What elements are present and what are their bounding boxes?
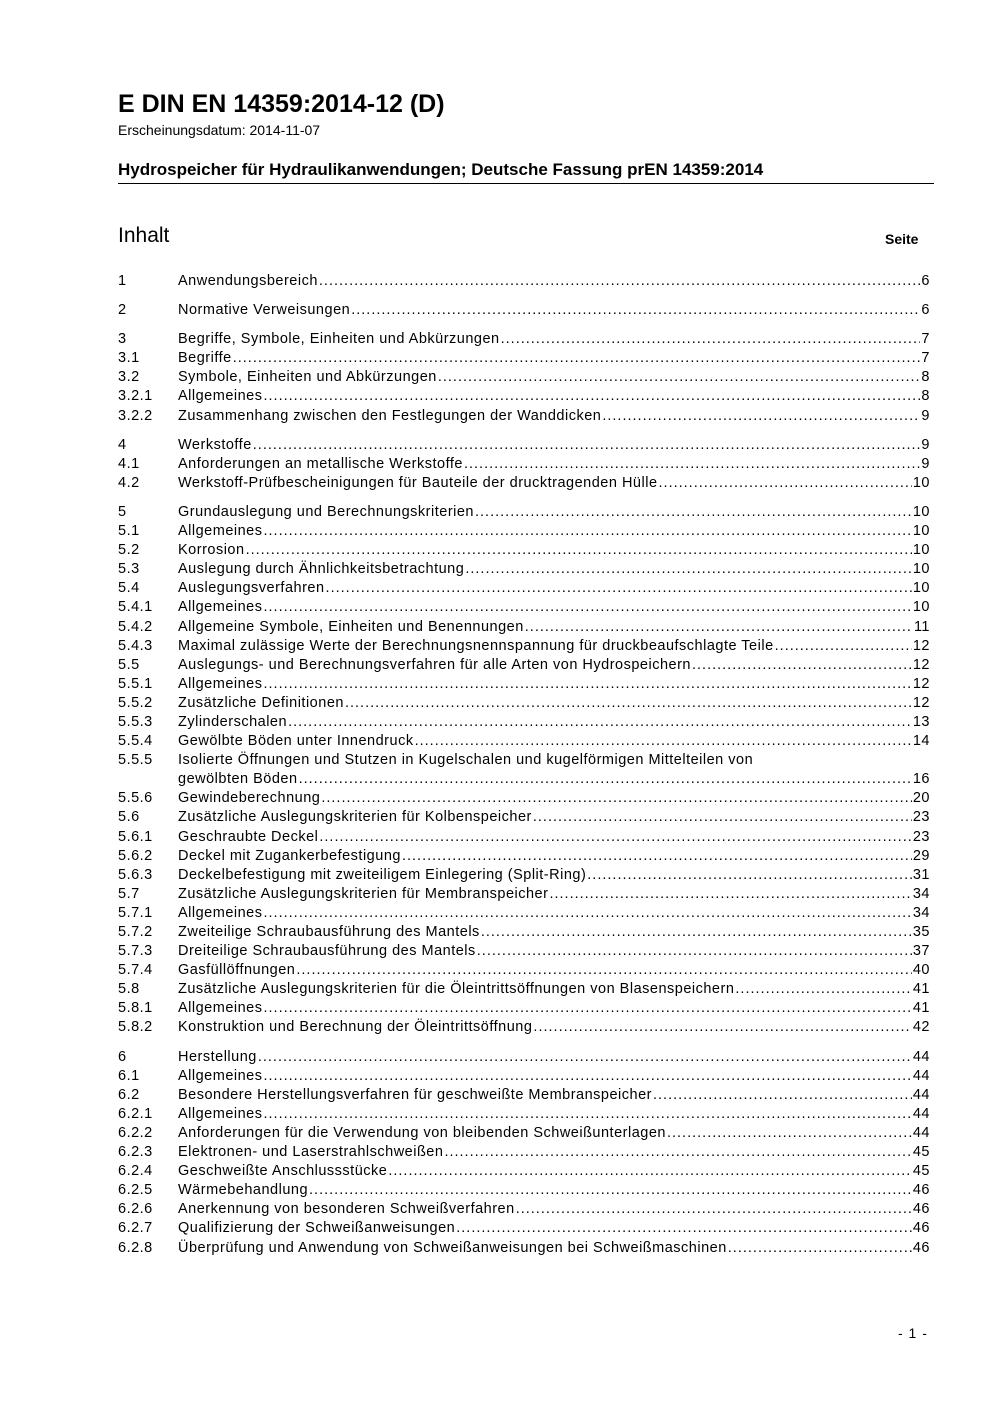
dot-leader bbox=[516, 1200, 912, 1219]
toc-entry[interactable] bbox=[118, 1086, 930, 1105]
toc-entry[interactable] bbox=[118, 541, 930, 560]
toc-entry[interactable] bbox=[118, 1067, 930, 1086]
document-subtitle: Hydrospeicher für Hydraulikanwendungen; Deutsche Fassung prEN 14359:2014 bbox=[118, 160, 764, 179]
toc-entry-title: Symbole, Einheiten und Abkürzungen bbox=[178, 369, 437, 386]
toc-entry-number: 5.8 bbox=[118, 981, 140, 998]
dot-leader bbox=[587, 866, 912, 885]
toc-entry[interactable] bbox=[118, 1105, 930, 1124]
toc-entry[interactable] bbox=[118, 885, 930, 904]
toc-entry-page: 23 bbox=[912, 828, 930, 845]
dot-leader bbox=[309, 1181, 912, 1200]
toc-entry-title: Auslegungs- und Berechnungsverfahren für alle Arten von Hydrospeichern bbox=[178, 656, 691, 673]
toc-entry[interactable] bbox=[118, 1018, 930, 1037]
toc-entry-title: Besondere Herstellungsverfahren für geschweißte Membranspeicher bbox=[178, 1086, 652, 1103]
dot-leader bbox=[345, 694, 912, 713]
toc-entry-page: 46 bbox=[912, 1182, 930, 1199]
toc-entry-page: 10 bbox=[912, 503, 930, 520]
toc-entry[interactable] bbox=[118, 904, 930, 923]
toc-entry-page: 16 bbox=[912, 771, 930, 788]
toc-entry[interactable] bbox=[118, 923, 930, 942]
toc-entry-number: 6.2.6 bbox=[118, 1201, 153, 1218]
toc-entry-number: 5.5.4 bbox=[118, 733, 153, 750]
toc-entry-title: Anerkennung von besonderen Schweißverfahren bbox=[178, 1201, 515, 1218]
toc-page-column-label: Seite bbox=[885, 231, 919, 247]
table-of-contents bbox=[118, 272, 930, 1258]
toc-entry-number: 5.4 bbox=[118, 580, 140, 597]
toc-entry[interactable] bbox=[118, 847, 930, 866]
toc-entry-page: 10 bbox=[912, 561, 930, 578]
dot-leader bbox=[321, 789, 912, 808]
toc-entry-title: Begriffe, Symbole, Einheiten und Abkürzungen bbox=[178, 331, 500, 348]
toc-entry[interactable] bbox=[118, 1219, 930, 1238]
dot-leader bbox=[728, 1239, 912, 1258]
toc-entry-title: Deckel mit Zugankerbefestigung bbox=[178, 847, 401, 864]
toc-entry-page: 46 bbox=[912, 1201, 930, 1218]
dot-leader bbox=[388, 1162, 912, 1181]
toc-entry-page: 13 bbox=[912, 713, 930, 730]
toc-entry[interactable] bbox=[118, 1048, 930, 1067]
toc-entry-number: 5.2 bbox=[118, 542, 140, 559]
dot-leader bbox=[264, 1105, 912, 1124]
toc-entry-number: 5.6 bbox=[118, 809, 140, 826]
toc-entry-title: Zweiteilige Schraubausführung des Mantels bbox=[178, 924, 480, 940]
toc-entry-title: Isolierte Öffnungen und Stutzen in Kugelschalen und kugelförmigen Mittelteilen von bbox=[178, 752, 754, 769]
dot-leader bbox=[264, 522, 912, 541]
dot-leader bbox=[533, 1018, 911, 1037]
toc-entry-number: 5.7 bbox=[118, 885, 140, 902]
page-number: - 1 - bbox=[898, 1325, 928, 1341]
toc-entry-number: 6.2 bbox=[118, 1086, 140, 1103]
toc-entry-number: 3.2.2 bbox=[118, 407, 153, 424]
toc-entry-number: 5.5.2 bbox=[118, 694, 153, 711]
dot-leader bbox=[351, 301, 920, 320]
toc-entry-title: Auslegungsverfahren bbox=[178, 580, 325, 597]
dot-leader bbox=[296, 961, 911, 980]
toc-entry[interactable] bbox=[118, 598, 930, 617]
toc-entry[interactable] bbox=[118, 455, 930, 474]
toc-entry[interactable] bbox=[118, 474, 930, 493]
toc-entry[interactable] bbox=[118, 579, 930, 598]
dot-leader bbox=[481, 923, 912, 942]
toc-entry-title: Zusätzliche Auslegungskriterien für Kolbenspeicher bbox=[178, 809, 532, 826]
toc-entry-number: 6.2.4 bbox=[118, 1163, 153, 1180]
toc-entry-page: 44 bbox=[912, 1067, 930, 1084]
header-divider bbox=[118, 183, 934, 184]
toc-entry-number: 5.5.1 bbox=[118, 675, 153, 692]
dot-leader bbox=[415, 732, 912, 751]
dot-leader bbox=[246, 541, 912, 560]
toc-entry-number: 5.1 bbox=[118, 523, 140, 540]
toc-entry-title: Wärmebehandlung bbox=[178, 1182, 309, 1199]
publication-date: Erscheinungsdatum: 2014-11-07 bbox=[118, 122, 321, 138]
toc-entry-number: 5.8.2 bbox=[118, 1019, 153, 1036]
toc-entry-page: 10 bbox=[912, 599, 930, 616]
toc-entry-page: 44 bbox=[912, 1105, 930, 1122]
dot-leader bbox=[264, 675, 912, 694]
toc-entry-title: Allgemeine Symbole, Einheiten und Benennungen bbox=[178, 618, 524, 635]
toc-entry-page: 46 bbox=[912, 1239, 930, 1256]
toc-entry[interactable] bbox=[118, 522, 930, 541]
toc-entry[interactable] bbox=[118, 407, 930, 426]
dot-leader bbox=[667, 1124, 912, 1143]
toc-entry-number: 5.7.4 bbox=[118, 962, 153, 979]
toc-entry[interactable] bbox=[118, 560, 930, 579]
toc-entry-title: Allgemeines bbox=[178, 1067, 263, 1084]
toc-entry-page: 35 bbox=[912, 924, 930, 940]
toc-entry[interactable] bbox=[118, 694, 930, 713]
toc-entry-number: 6.2.1 bbox=[118, 1105, 153, 1122]
toc-entry[interactable] bbox=[118, 866, 930, 885]
dot-leader bbox=[326, 579, 912, 598]
toc-heading: Inhalt bbox=[118, 224, 170, 247]
toc-entry[interactable] bbox=[118, 1181, 930, 1200]
toc-entry[interactable] bbox=[118, 1124, 930, 1143]
dot-leader bbox=[402, 847, 912, 866]
toc-entry-number: 5.7.2 bbox=[118, 924, 153, 940]
toc-entry-number: 5.4.1 bbox=[118, 599, 153, 616]
toc-entry-number: 4 bbox=[118, 436, 127, 453]
toc-entry-number: 5.4.2 bbox=[118, 618, 153, 635]
toc-entry-title: Allgemeines bbox=[178, 675, 263, 692]
toc-entry-title: Herstellung bbox=[178, 1048, 257, 1065]
toc-entry-title: Gewindeberechnung bbox=[178, 790, 321, 807]
toc-entry-title: Allgemeines bbox=[178, 1000, 263, 1017]
toc-entry-number: 5.5 bbox=[118, 656, 140, 673]
toc-entry-title: Anwendungsbereich bbox=[178, 273, 318, 289]
toc-entry-title: Allgemeines bbox=[178, 523, 263, 540]
toc-entry-title: Deckelbefestigung mit zweiteiligem Einlegering (Split-Ring) bbox=[178, 866, 587, 883]
toc-entry-number: 5.6.1 bbox=[118, 828, 153, 845]
dot-leader bbox=[264, 904, 912, 923]
toc-entry-title: Gasfüllöffnungen bbox=[178, 962, 296, 979]
dot-leader bbox=[299, 770, 912, 789]
toc-entry-continuation[interactable] bbox=[118, 770, 930, 789]
toc-entry[interactable] bbox=[118, 1200, 930, 1219]
toc-entry[interactable] bbox=[118, 656, 930, 675]
toc-entry-page: 8 bbox=[921, 369, 930, 386]
toc-entry-page: 10 bbox=[912, 542, 930, 559]
toc-entry[interactable] bbox=[118, 675, 930, 694]
toc-entry-page: 12 bbox=[912, 656, 930, 673]
toc-entry-title: Begriffe bbox=[178, 350, 232, 367]
toc-entry-number: 4.1 bbox=[118, 455, 140, 472]
dot-leader bbox=[233, 349, 921, 368]
toc-entry-number: 4.2 bbox=[118, 474, 140, 491]
toc-entry-number: 6.2.3 bbox=[118, 1144, 153, 1161]
toc-entry-number: 6.2.5 bbox=[118, 1182, 153, 1199]
toc-entry-number: 5.3 bbox=[118, 561, 140, 578]
toc-entry-page: 7 bbox=[921, 331, 930, 348]
toc-entry-number: 2 bbox=[118, 302, 127, 319]
toc-entry-title: Grundauslegung und Berechnungskriterien bbox=[178, 503, 474, 520]
toc-entry-page: 37 bbox=[912, 943, 930, 960]
toc-entry[interactable] bbox=[118, 503, 930, 522]
toc-entry-number: 5.6.3 bbox=[118, 866, 153, 883]
toc-entry-title: Geschraubte Deckel bbox=[178, 828, 319, 845]
toc-entry-number: 5.8.1 bbox=[118, 1000, 153, 1017]
toc-entry-number: 6.2.2 bbox=[118, 1124, 153, 1141]
toc-entry-title: Werkstoff-Prüfbescheinigungen für Bauteile der drucktragenden Hülle bbox=[178, 474, 658, 491]
toc-entry-title-continued: gewölbten Böden bbox=[178, 771, 298, 788]
dot-leader bbox=[438, 368, 921, 387]
toc-entry-page: 10 bbox=[912, 523, 930, 540]
toc-entry-page: 10 bbox=[912, 580, 930, 597]
toc-entry[interactable] bbox=[118, 330, 930, 349]
toc-entry-number: 5.7.3 bbox=[118, 943, 153, 960]
toc-entry-number: 6.2.8 bbox=[118, 1239, 153, 1256]
dot-leader bbox=[264, 598, 912, 617]
toc-entry-title: Werkstoffe bbox=[178, 436, 252, 453]
toc-entry-number: 5.5.3 bbox=[118, 713, 153, 730]
dot-leader bbox=[602, 407, 920, 426]
toc-entry-page: 14 bbox=[912, 733, 930, 750]
toc-entry-number: 5.5.5 bbox=[118, 752, 153, 769]
toc-entry-number: 1 bbox=[118, 273, 127, 289]
toc-entry[interactable] bbox=[118, 713, 930, 732]
toc-entry-number: 3 bbox=[118, 331, 127, 348]
toc-entry-page: 45 bbox=[912, 1144, 930, 1161]
toc-entry-page: 31 bbox=[912, 866, 930, 883]
toc-entry-title: Allgemeines bbox=[178, 599, 263, 616]
toc-entry-page: 12 bbox=[912, 637, 930, 654]
toc-entry-title: Allgemeines bbox=[178, 1105, 263, 1122]
toc-entry-number: 5 bbox=[118, 503, 127, 520]
toc-entry-title: Geschweißte Anschlussstücke bbox=[178, 1163, 388, 1180]
dot-leader bbox=[319, 272, 921, 291]
toc-entry-title: Gewölbte Böden unter Innendruck bbox=[178, 733, 414, 750]
toc-entry[interactable] bbox=[118, 980, 930, 999]
dot-leader bbox=[465, 560, 912, 579]
toc-entry-page: 11 bbox=[913, 618, 930, 635]
dot-leader bbox=[477, 942, 912, 961]
toc-entry[interactable] bbox=[118, 368, 930, 387]
toc-entry-page: 44 bbox=[912, 1086, 930, 1103]
toc-entry-page: 41 bbox=[912, 981, 930, 998]
toc-entry-page: 12 bbox=[912, 694, 930, 711]
toc-entry[interactable] bbox=[118, 732, 930, 751]
toc-entry-title: Qualifizierung der Schweißanweisungen bbox=[178, 1220, 456, 1237]
toc-entry-page: 46 bbox=[912, 1220, 930, 1237]
toc-entry[interactable] bbox=[118, 436, 930, 455]
dot-leader bbox=[533, 808, 912, 827]
toc-entry-page: 9 bbox=[921, 407, 930, 424]
toc-entry-number: 6.2.7 bbox=[118, 1220, 153, 1237]
dot-leader bbox=[735, 980, 911, 999]
standard-identifier: E DIN EN 14359:2014-12 (D) bbox=[118, 90, 445, 118]
dot-leader bbox=[264, 999, 912, 1018]
toc-entry-title: Maximal zulässige Werte der Berechnungsnennspannung für druckbeaufschlagte Teile bbox=[178, 637, 774, 654]
toc-entry[interactable] bbox=[118, 942, 930, 961]
toc-entry-page: 6 bbox=[921, 302, 930, 319]
dot-leader bbox=[456, 1219, 912, 1238]
toc-entry[interactable] bbox=[118, 789, 930, 808]
toc-entry-title: Zusätzliche Auslegungskriterien für Membranspeicher bbox=[178, 885, 549, 902]
toc-entry-page: 20 bbox=[912, 790, 930, 807]
toc-entry-page: 9 bbox=[921, 436, 930, 453]
toc-entry[interactable] bbox=[118, 349, 930, 368]
toc-entry[interactable] bbox=[118, 637, 930, 656]
dot-leader bbox=[775, 637, 912, 656]
toc-entry-page: 29 bbox=[912, 847, 930, 864]
toc-entry-number: 5.7.1 bbox=[118, 904, 153, 921]
toc-entry-number: 5.6.2 bbox=[118, 847, 153, 864]
toc-entry[interactable] bbox=[118, 301, 930, 320]
toc-entry-title: Anforderungen für die Verwendung von bleibenden Schweißunterlagen bbox=[178, 1124, 666, 1141]
toc-entry-page: 10 bbox=[912, 474, 930, 491]
toc-entry[interactable] bbox=[118, 618, 930, 637]
toc-entry[interactable] bbox=[118, 1143, 930, 1162]
toc-entry[interactable] bbox=[118, 1239, 930, 1258]
toc-entry[interactable] bbox=[118, 751, 930, 770]
toc-entry[interactable] bbox=[118, 1162, 930, 1181]
toc-entry-page: 34 bbox=[912, 904, 930, 921]
toc-entry-number: 3.2 bbox=[118, 369, 140, 386]
toc-entry-number: 5.5.6 bbox=[118, 790, 153, 807]
dot-leader bbox=[475, 503, 912, 522]
toc-entry[interactable] bbox=[118, 999, 930, 1018]
toc-entry-title: Konstruktion und Berechnung der Öleintrittsöffnung bbox=[178, 1019, 533, 1036]
toc-entry-title: Normative Verweisungen bbox=[178, 302, 351, 319]
toc-entry-title: Überprüfung und Anwendung von Schweißanweisungen bei Schweißmaschinen bbox=[178, 1239, 727, 1256]
dot-leader bbox=[549, 885, 911, 904]
toc-entry[interactable] bbox=[118, 387, 930, 406]
toc-entry-page: 8 bbox=[921, 388, 930, 405]
toc-entry-page: 44 bbox=[912, 1124, 930, 1141]
toc-entry-number: 6.1 bbox=[118, 1067, 140, 1084]
dot-leader bbox=[464, 455, 920, 474]
toc-entry-page: 12 bbox=[912, 675, 930, 692]
toc-entry[interactable] bbox=[118, 808, 930, 827]
toc-entry-page: 40 bbox=[912, 962, 930, 979]
toc-entry-page: 42 bbox=[912, 1019, 930, 1036]
dot-leader bbox=[264, 1067, 912, 1086]
dot-leader bbox=[692, 656, 912, 675]
toc-entry-title: Zusammenhang zwischen den Festlegungen der Wanddicken bbox=[178, 407, 602, 424]
toc-entry-page: 41 bbox=[912, 1000, 930, 1017]
dot-leader bbox=[253, 436, 921, 455]
toc-entry-number: 3.2.1 bbox=[118, 388, 153, 405]
dot-leader bbox=[258, 1048, 912, 1067]
toc-entry-title: Zusätzliche Definitionen bbox=[178, 694, 344, 711]
toc-entry-title: Zylinderschalen bbox=[178, 713, 288, 730]
toc-entry-title: Zusätzliche Auslegungskriterien für die Öleintrittsöffnungen von Blasenspeichern bbox=[178, 981, 735, 998]
toc-entry-title: Auslegung durch Ähnlichkeitsbetrachtung bbox=[178, 561, 465, 578]
toc-entry-page: 6 bbox=[921, 273, 930, 289]
dot-leader bbox=[653, 1086, 912, 1105]
toc-entry-title: Allgemeines bbox=[178, 388, 263, 405]
toc-entry-number: 3.1 bbox=[118, 350, 140, 367]
toc-entry-title: Anforderungen an metallische Werkstoffe bbox=[178, 455, 463, 472]
toc-entry[interactable] bbox=[118, 272, 930, 291]
toc-entry-page: 44 bbox=[912, 1048, 930, 1065]
toc-entry-page: 45 bbox=[912, 1163, 930, 1180]
dot-leader bbox=[501, 330, 921, 349]
toc-entry[interactable] bbox=[118, 961, 930, 980]
dot-leader bbox=[525, 618, 913, 637]
toc-entry-number: 5.4.3 bbox=[118, 637, 153, 654]
toc-entry-title: Elektronen- und Laserstrahlschweißen bbox=[178, 1144, 444, 1161]
dot-leader bbox=[288, 713, 912, 732]
dot-leader bbox=[659, 474, 912, 493]
toc-entry[interactable] bbox=[118, 828, 930, 847]
dot-leader bbox=[444, 1143, 911, 1162]
toc-entry-number: 6 bbox=[118, 1048, 127, 1065]
toc-entry-title: Allgemeines bbox=[178, 904, 263, 921]
toc-entry-page: 7 bbox=[921, 350, 930, 367]
toc-entry-page: 9 bbox=[921, 455, 930, 472]
toc-entry-title: Korrosion bbox=[178, 542, 245, 559]
dot-leader bbox=[264, 387, 921, 406]
toc-entry-page: 34 bbox=[912, 885, 930, 902]
toc-entry-page: 23 bbox=[912, 809, 930, 826]
dot-leader bbox=[319, 828, 911, 847]
toc-entry-title: Dreiteilige Schraubausführung des Mantels bbox=[178, 943, 476, 960]
